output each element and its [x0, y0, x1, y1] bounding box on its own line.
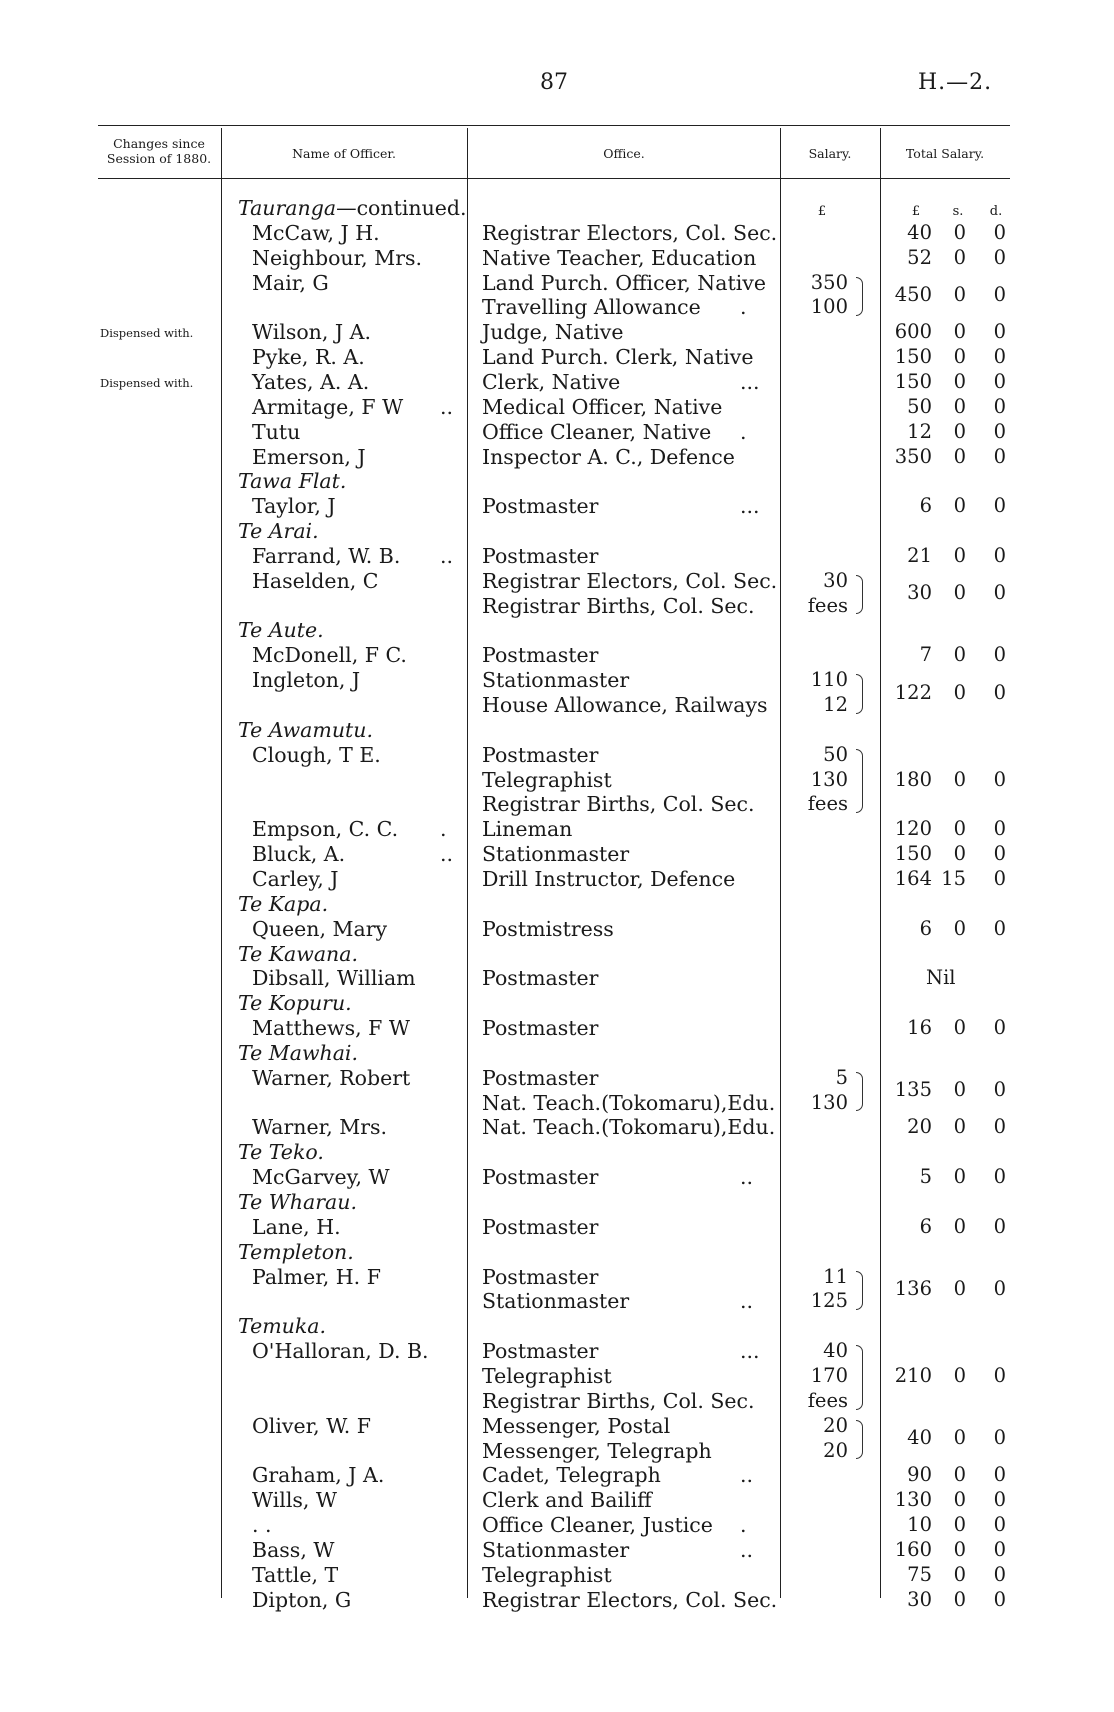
total-shillings: 0 — [953, 1276, 966, 1300]
salary-amount: 12 — [823, 693, 848, 716]
officer-name: Haselden, C — [252, 568, 379, 593]
office-title: Stationmaster — [482, 668, 630, 693]
office-title: Registrar Births, Col. Sec. — [482, 593, 755, 618]
currency-salary: £ — [817, 204, 827, 219]
total-shillings: 0 — [953, 1165, 966, 1189]
salary-amount: 20 — [823, 1438, 848, 1462]
officer-name: Yates, A. A. — [252, 369, 370, 394]
total-shillings: 0 — [953, 1562, 966, 1586]
total-pence: 0 — [993, 1513, 1006, 1537]
name-leader: . — [440, 817, 447, 842]
total-shillings: 0 — [953, 369, 966, 393]
total-pounds: 180 — [894, 767, 932, 791]
total-shillings: 0 — [953, 581, 966, 605]
salary-brace — [856, 1271, 863, 1311]
total-pounds: 6 — [919, 916, 932, 940]
currency-pounds: £ — [911, 204, 921, 219]
total-pence: 0 — [993, 245, 1006, 269]
location-heading — [238, 618, 324, 642]
total-pence: 0 — [993, 444, 1006, 468]
total-pence: 0 — [993, 345, 1006, 369]
officer-name: Oliver, W. F — [252, 1413, 371, 1438]
salary-amount: 170 — [810, 1363, 848, 1387]
location-heading — [238, 469, 346, 493]
office-title: Clerk and Bailiff — [482, 1488, 652, 1513]
page-reference: H.—2. — [918, 70, 993, 95]
officer-name: Tutu — [252, 419, 301, 444]
location-name: Te Teko. — [238, 1140, 324, 1165]
total-shillings: 0 — [953, 419, 966, 443]
officer-name: Bluck, A. — [252, 842, 346, 867]
office-leader: ... — [740, 494, 760, 519]
office-title: Land Purch. Clerk, Native — [482, 345, 754, 370]
office-title: Lineman — [482, 817, 573, 842]
office-title: Postmaster — [482, 1264, 599, 1289]
office-title: Telegraphist — [482, 767, 612, 792]
header-top-rule — [98, 125, 1010, 126]
office-title: Postmaster — [482, 543, 599, 568]
salary-brace — [856, 277, 863, 317]
total-pounds: 12 — [907, 419, 932, 443]
salary-amount: fees — [807, 792, 848, 816]
change-note: Dispensed with. — [100, 326, 194, 341]
total-pence: 0 — [993, 419, 1006, 443]
total-pence: 0 — [993, 369, 1006, 393]
officer-name: Lane, H. — [252, 1214, 341, 1239]
officer-name: Farrand, W. B. — [252, 543, 401, 568]
total-pounds: 5 — [919, 1165, 932, 1189]
total-pounds: 164 — [894, 866, 932, 890]
office-leader: . — [740, 295, 747, 320]
total-shillings: 15 — [941, 866, 966, 890]
salary-amount: 30 — [823, 568, 848, 592]
currency-pence: d. — [989, 204, 1003, 219]
officer-name: McDonell, F C. — [252, 643, 407, 668]
total-pounds: 50 — [907, 394, 932, 418]
officer-name: Wilson, J A. — [252, 320, 371, 345]
office-title: Postmaster — [482, 966, 599, 991]
total-pence: 0 — [993, 220, 1006, 244]
location-name: Te Arai. — [238, 519, 319, 544]
page-header — [0, 70, 1114, 110]
salary-amount: 110 — [810, 668, 848, 692]
office-title: Land Purch. Officer, Native — [482, 270, 766, 295]
office-title: Postmaster — [482, 643, 599, 668]
total-pounds: 6 — [919, 494, 932, 518]
total-pounds: 210 — [894, 1363, 932, 1387]
total-nil: Nil — [926, 966, 956, 990]
officer-name: Clough, T E. — [252, 742, 381, 767]
column-rule-office — [780, 128, 781, 1598]
total-shillings: 0 — [953, 680, 966, 704]
officer-name: Dibsall, William — [252, 966, 416, 991]
office-title: Postmaster — [482, 1214, 599, 1239]
office-title: Postmaster — [482, 742, 599, 767]
office-title: Stationmaster — [482, 1289, 630, 1314]
name-leader: .. — [440, 543, 454, 568]
salary-amount: 100 — [810, 295, 848, 319]
page-number: 87 — [540, 70, 568, 95]
location-name: Te Kawana. — [238, 941, 358, 966]
officer-name: Pyke, R. A. — [252, 345, 365, 370]
office-title: Registrar Births, Col. Sec. — [482, 1388, 755, 1413]
office-title: House Allowance, Railways — [482, 693, 768, 717]
total-pounds: 21 — [907, 543, 932, 567]
salary-amount: 11 — [823, 1264, 848, 1288]
location-name: Te Mawhai. — [238, 1040, 358, 1065]
salary-brace — [856, 1420, 863, 1460]
total-pence: 0 — [993, 1214, 1006, 1238]
office-title: Office Cleaner, Justice — [482, 1513, 713, 1538]
office-leader: ... — [740, 369, 760, 394]
total-pence: 0 — [993, 680, 1006, 704]
total-pounds: 120 — [894, 817, 932, 841]
total-shillings: 0 — [953, 767, 966, 791]
location-heading — [238, 196, 467, 220]
header-name: Name of Officer. — [292, 146, 396, 161]
header-total: Total Salary. — [905, 146, 985, 161]
salary-brace — [856, 575, 863, 615]
total-pence: 0 — [993, 817, 1006, 841]
office-title: Postmistress — [482, 916, 614, 941]
salary-amount: 125 — [810, 1289, 848, 1313]
total-pounds: 450 — [894, 282, 932, 306]
office-title: Inspector A. C., Defence — [482, 444, 735, 469]
header-office: Office. — [603, 146, 645, 161]
office-title: Cadet, Telegraph — [482, 1463, 661, 1488]
total-shillings: 0 — [953, 1115, 966, 1139]
total-pence: 0 — [993, 1016, 1006, 1040]
total-pence: 0 — [993, 1276, 1006, 1300]
total-pounds: 130 — [894, 1488, 932, 1512]
total-shillings: 0 — [953, 394, 966, 418]
name-leader: .. — [440, 842, 454, 867]
salary-amount: 50 — [823, 742, 848, 766]
header-bottom-rule — [98, 178, 1010, 179]
office-title: Nat. Teach.(Tokomaru),Edu. — [482, 1090, 776, 1115]
total-pence: 0 — [993, 1587, 1006, 1611]
location-heading — [238, 1240, 354, 1264]
officer-name: Ingleton, J — [252, 668, 361, 693]
officer-name: Warner, Robert — [252, 1065, 411, 1090]
officer-name: Tattle, T — [252, 1562, 339, 1587]
total-pence: 0 — [993, 643, 1006, 667]
officer-name: . . — [252, 1513, 272, 1538]
header-salary: Salary. — [808, 146, 852, 161]
total-shillings: 0 — [953, 1488, 966, 1512]
total-shillings: 0 — [953, 494, 966, 518]
total-pence: 0 — [993, 1463, 1006, 1487]
total-shillings: 0 — [953, 1426, 966, 1450]
office-title: Messenger, Postal — [482, 1413, 671, 1438]
officer-name: Neighbour, Mrs. — [252, 245, 423, 270]
office-title: Registrar Electors, Col. Sec. — [482, 1587, 778, 1612]
total-pounds: 122 — [894, 680, 932, 704]
office-leader: ... — [740, 1339, 760, 1364]
column-rule-changes — [221, 128, 222, 1598]
total-pence: 0 — [993, 1165, 1006, 1189]
salary-amount: 5 — [835, 1065, 848, 1089]
total-pence: 0 — [993, 1115, 1006, 1139]
office-title: Registrar Births, Col. Sec. — [482, 792, 755, 817]
location-name: Templeton. — [238, 1239, 354, 1264]
location-name: Temuka. — [238, 1314, 327, 1339]
total-shillings: 0 — [953, 220, 966, 244]
office-title: Postmaster — [482, 494, 599, 519]
office-title: Messenger, Telegraph — [482, 1438, 712, 1463]
location-name: Tawa Flat. — [238, 469, 347, 494]
total-pence: 0 — [993, 1562, 1006, 1586]
total-shillings: 0 — [953, 1078, 966, 1102]
officer-name: Wills, W — [252, 1488, 338, 1513]
office-title: Postmaster — [482, 1016, 599, 1041]
total-pence: 0 — [993, 282, 1006, 306]
office-title: Drill Instructor, Defence — [482, 866, 736, 891]
total-shillings: 0 — [953, 345, 966, 369]
total-pounds: 75 — [907, 1562, 932, 1586]
salary-amount: 20 — [823, 1413, 848, 1437]
office-leader: .. — [740, 1463, 754, 1488]
total-shillings: 0 — [953, 320, 966, 344]
office-leader: .. — [740, 1537, 754, 1562]
location-name: Te Aute. — [238, 618, 324, 643]
total-pence: 0 — [993, 394, 1006, 418]
salary-amount: 350 — [810, 270, 848, 294]
total-pence: 0 — [993, 543, 1006, 567]
officer-name: Warner, Mrs. — [252, 1115, 388, 1140]
officer-name: Taylor, J — [252, 494, 336, 519]
total-shillings: 0 — [953, 543, 966, 567]
officer-name: Dipton, G — [252, 1587, 352, 1612]
office-leader: . — [740, 1513, 747, 1538]
total-shillings: 0 — [953, 842, 966, 866]
total-shillings: 0 — [953, 1016, 966, 1040]
total-pence: 0 — [993, 916, 1006, 940]
total-shillings: 0 — [953, 444, 966, 468]
office-title: Native Teacher, Education — [482, 245, 757, 270]
office-title: Nat. Teach.(Tokomaru),Edu. — [482, 1115, 776, 1140]
office-title: Stationmaster — [482, 842, 630, 867]
total-pounds: 30 — [907, 581, 932, 605]
total-pence: 0 — [993, 1537, 1006, 1561]
salary-amount: 130 — [810, 1090, 848, 1114]
officer-name: Mair, G — [252, 270, 329, 295]
total-pence: 0 — [993, 1488, 1006, 1512]
total-shillings: 0 — [953, 916, 966, 940]
officer-name: Empson, C. C. — [252, 817, 399, 842]
office-title: Judge, Native — [482, 320, 624, 345]
salary-amount: fees — [807, 1388, 848, 1412]
location-name: Tauranga — [238, 196, 337, 220]
total-pounds: 20 — [907, 1115, 932, 1139]
officer-name: Bass, W — [252, 1537, 335, 1562]
location-heading — [238, 1314, 326, 1338]
total-pounds: 350 — [894, 444, 932, 468]
location-heading — [238, 991, 352, 1015]
header-changes: Changes since Session of 1880. — [106, 136, 212, 166]
total-pence: 0 — [993, 494, 1006, 518]
officer-name: Matthews, F W — [252, 1016, 410, 1041]
salary-brace — [856, 1345, 863, 1410]
salary-brace — [856, 1072, 863, 1112]
salary-brace — [856, 749, 863, 814]
total-shillings: 0 — [953, 817, 966, 841]
total-pence: 0 — [993, 842, 1006, 866]
total-pounds: 160 — [894, 1537, 932, 1561]
salary-amount: 130 — [810, 767, 848, 791]
total-pounds: 600 — [894, 320, 932, 344]
office-title: Office Cleaner, Native — [482, 419, 712, 444]
office-title: Telegraphist — [482, 1562, 612, 1587]
location-name: Te Kapa. — [238, 891, 329, 916]
name-leader: .. — [440, 394, 454, 419]
officer-name: Graham, J A. — [252, 1463, 385, 1488]
location-heading — [238, 892, 328, 916]
office-title: Registrar Electors, Col. Sec. — [482, 220, 778, 245]
total-pence: 0 — [993, 1078, 1006, 1102]
total-pounds: 30 — [907, 1587, 932, 1611]
total-shillings: 0 — [953, 643, 966, 667]
location-name: Te Wharau. — [238, 1190, 357, 1214]
officer-name: Carley, J — [252, 866, 339, 891]
total-pounds: 6 — [919, 1214, 932, 1238]
officer-name: McCaw, J H. — [252, 220, 380, 245]
office-title: Telegraphist — [482, 1363, 612, 1388]
officer-name: Queen, Mary — [252, 916, 388, 941]
location-heading — [238, 1140, 324, 1164]
location-heading — [238, 718, 373, 742]
location-heading — [238, 1190, 357, 1214]
location-heading — [238, 1041, 358, 1065]
officer-name: Emerson, J — [252, 444, 366, 469]
officer-name: Palmer, H. F — [252, 1264, 381, 1289]
total-pounds: 136 — [894, 1276, 932, 1300]
total-pounds: 150 — [894, 369, 932, 393]
total-pounds: 52 — [907, 245, 932, 269]
currency-shillings: s. — [952, 204, 964, 219]
location-heading — [238, 519, 319, 543]
officer-name: Armitage, F W — [252, 394, 404, 419]
total-pence: 0 — [993, 767, 1006, 791]
office-title: Stationmaster — [482, 1537, 630, 1562]
office-title: Clerk, Native — [482, 369, 621, 394]
total-shillings: 0 — [953, 1587, 966, 1611]
total-pence: 0 — [993, 1363, 1006, 1387]
total-pounds: 40 — [907, 220, 932, 244]
total-shillings: 0 — [953, 1363, 966, 1387]
continued-label: —continued. — [336, 196, 467, 220]
office-title: Postmaster — [482, 1165, 599, 1190]
total-pence: 0 — [993, 866, 1006, 890]
total-pounds: 10 — [907, 1513, 932, 1537]
total-pounds: 16 — [907, 1016, 932, 1040]
officer-name: McGarvey, W — [252, 1165, 390, 1190]
office-leader: . — [740, 419, 747, 444]
salary-amount: fees — [807, 593, 848, 617]
total-pounds: 135 — [894, 1078, 932, 1102]
change-note: Dispensed with. — [100, 375, 194, 390]
total-shillings: 0 — [953, 1513, 966, 1537]
office-title: Travelling Allowance — [482, 295, 701, 320]
office-leader: .. — [740, 1289, 754, 1314]
office-title: Postmaster — [482, 1339, 599, 1364]
total-shillings: 0 — [953, 1463, 966, 1487]
total-pounds: 7 — [919, 643, 932, 667]
total-pounds: 150 — [894, 345, 932, 369]
office-leader: .. — [740, 1165, 754, 1190]
column-rule-salary — [880, 128, 881, 1598]
salary-brace — [856, 674, 863, 714]
total-shillings: 0 — [953, 245, 966, 269]
total-pence: 0 — [993, 581, 1006, 605]
total-shillings: 0 — [953, 1214, 966, 1238]
total-pence: 0 — [993, 1426, 1006, 1450]
total-pounds: 90 — [907, 1463, 932, 1487]
total-pounds: 150 — [894, 842, 932, 866]
office-title: Medical Officer, Native — [482, 394, 723, 419]
salary-amount: 40 — [823, 1339, 848, 1363]
location-heading — [238, 942, 358, 966]
total-shillings: 0 — [953, 1537, 966, 1561]
office-title: Registrar Electors, Col. Sec. — [482, 568, 778, 593]
office-title: Postmaster — [482, 1065, 599, 1090]
total-pounds: 40 — [907, 1426, 932, 1450]
column-rule-name — [467, 128, 468, 1598]
total-pence: 0 — [993, 320, 1006, 344]
officer-name: O'Halloran, D. B. — [252, 1339, 429, 1364]
location-name: Te Kopuru. — [238, 991, 352, 1016]
total-shillings: 0 — [953, 282, 966, 306]
location-name: Te Awamutu. — [238, 717, 373, 742]
